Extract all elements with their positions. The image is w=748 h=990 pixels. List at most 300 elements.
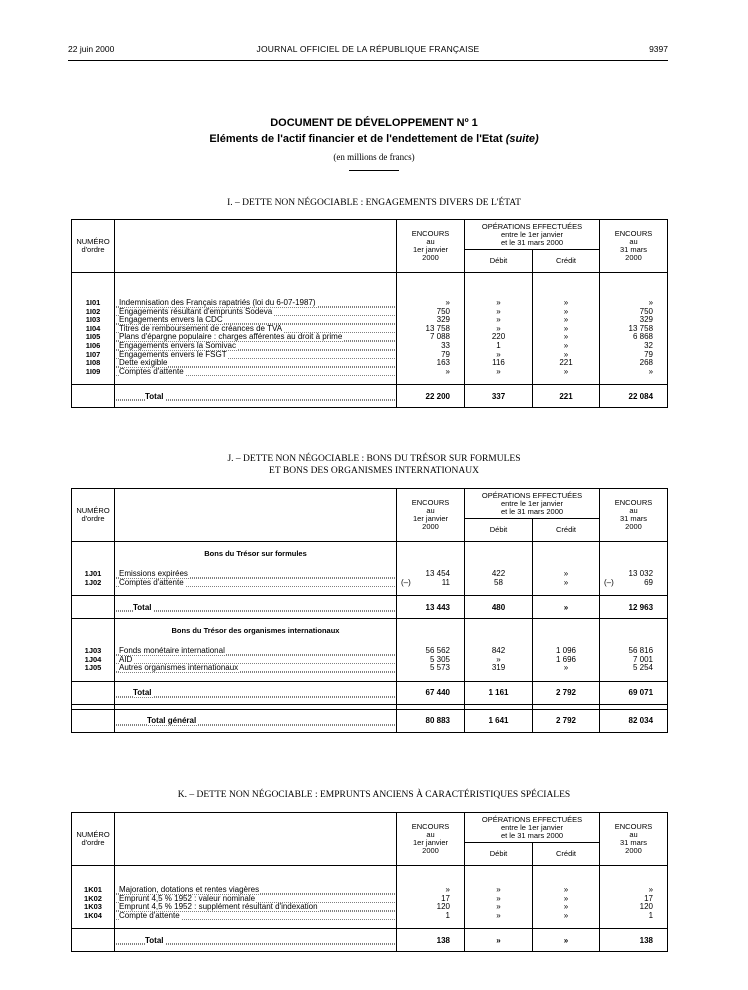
spacer-cell <box>600 376 668 385</box>
row-end-value: 7 001 <box>600 656 668 665</box>
row-end-value: 56 816 <box>600 647 668 656</box>
total-label <box>115 681 397 704</box>
row-credit-value: » <box>533 325 600 334</box>
ordre-label: d'ordre <box>81 245 105 254</box>
row-label <box>115 342 397 351</box>
total-start-value: 138 <box>397 929 465 952</box>
row-code: 1I02 <box>72 308 115 317</box>
spacer-row <box>72 587 668 596</box>
row-label-text: Engagements envers le FSGT <box>119 350 227 359</box>
table-row <box>72 579 668 588</box>
subtitle-suffix: (suite) <box>505 133 539 145</box>
total-row <box>72 929 668 952</box>
total-row <box>72 385 668 408</box>
encours-end-line: 31 mars <box>619 245 648 254</box>
spacer-cell <box>115 920 397 929</box>
row-label-text: Emprunt 4,5 % 1952 : valeur nominale <box>119 894 256 903</box>
total-end-value: 69 071 <box>600 681 668 704</box>
spacer-row <box>72 273 668 300</box>
spacer-row <box>72 542 668 551</box>
row-debit-value: 116 <box>465 359 533 368</box>
row-end-value: 268 <box>600 359 668 368</box>
credit-header: Crédit <box>533 843 600 866</box>
row-start-value: 56 562 <box>397 647 465 656</box>
spacer-cell <box>72 619 115 628</box>
row-code: 1I08 <box>72 359 115 368</box>
encours-start-line: 2000 <box>422 522 439 531</box>
debit-header: Débit <box>465 250 533 273</box>
total-credit-value: » <box>533 596 600 619</box>
table-row <box>72 656 668 665</box>
row-debit-value: 58 <box>465 579 533 588</box>
start-value: 11 <box>441 577 450 587</box>
row-start-value: 7 088 <box>397 333 465 342</box>
spacer-cell <box>397 542 465 551</box>
spacer-cell <box>600 920 668 929</box>
table-section-j <box>71 488 668 733</box>
ordre-label: d'ordre <box>81 514 105 523</box>
spacer-cell <box>533 619 600 628</box>
encours-start-line: 2000 <box>422 846 439 855</box>
empty-cell <box>600 550 668 562</box>
empty-cell <box>465 627 533 639</box>
row-label-text: Engagements résultant d'emprunts Sodeva <box>119 307 273 316</box>
row-label-text: Compte d'attente <box>119 911 180 920</box>
table-row <box>72 333 668 342</box>
numero-label: NUMÉRO <box>76 506 110 515</box>
encours-end-line: ENCOURS <box>614 229 653 238</box>
row-debit-value: » <box>465 886 533 895</box>
spacer-cell <box>397 376 465 385</box>
total-credit-value: 221 <box>533 385 600 408</box>
table-row <box>72 903 668 912</box>
encours-start-line: ENCOURS <box>411 498 450 507</box>
subsection-heading: Bons du Trésor des organismes internationaux <box>115 627 397 639</box>
operations-header <box>465 813 600 843</box>
table-row <box>72 895 668 904</box>
spacer-cell <box>115 562 397 570</box>
operations-line: entre le 1er janvier <box>500 822 564 832</box>
spacer-row <box>72 562 668 570</box>
spacer-row <box>72 866 668 887</box>
subsection-heading: Bons du Trésor sur formules <box>115 550 397 562</box>
total-end-value: 12 963 <box>600 596 668 619</box>
row-credit-value: 221 <box>533 359 600 368</box>
row-code: 1I04 <box>72 325 115 334</box>
total-credit-value: » <box>533 929 600 952</box>
encours-start-header <box>397 220 465 273</box>
row-label <box>115 664 397 673</box>
total-row <box>72 681 668 704</box>
spacer-cell <box>533 920 600 929</box>
header-row <box>72 813 668 843</box>
row-start-value: 13 454 <box>397 570 465 579</box>
row-label <box>115 359 397 368</box>
encours-end-line: au <box>629 237 638 246</box>
row-label <box>115 299 397 308</box>
spacer-cell <box>72 920 115 929</box>
total-end-value: 22 084 <box>600 385 668 408</box>
total-row <box>72 709 668 732</box>
encours-end-header <box>600 220 668 273</box>
row-debit-value: » <box>465 325 533 334</box>
total-start-value: 13 443 <box>397 596 465 619</box>
row-end-value: » <box>600 886 668 895</box>
row-code: 1K04 <box>72 912 115 921</box>
header-date: 22 juin 2000 <box>68 44 115 54</box>
row-label <box>115 570 397 579</box>
negative-sign: (–) <box>604 577 614 587</box>
total-start-value: 67 440 <box>397 681 465 704</box>
row-debit-value: 1 <box>465 342 533 351</box>
row-debit-value: » <box>465 351 533 360</box>
total-label-text: Total <box>145 935 164 945</box>
row-start-value: 120 <box>397 903 465 912</box>
row-credit-value: » <box>533 886 600 895</box>
section-k-title: K. – DETTE NON NÉGOCIABLE : EMPRUNTS ANCIENS À CARACTÉRISTIQUES SPÉCIALES <box>177 790 571 800</box>
row-end-value: 79 <box>600 351 668 360</box>
row-start-value: » <box>397 886 465 895</box>
empty-cell <box>72 550 115 562</box>
header-rule <box>68 60 668 61</box>
spacer-cell <box>533 673 600 682</box>
row-label-text: Engagements envers la Somivac <box>119 341 236 350</box>
title-rule <box>349 170 399 171</box>
encours-start-line: 1er janvier <box>412 514 449 523</box>
spacer-cell <box>600 587 668 596</box>
page-header <box>68 44 668 58</box>
row-start-value: 750 <box>397 308 465 317</box>
row-label-text: Majoration, dotations et rentes viagères <box>119 886 260 894</box>
spacer-cell <box>115 587 397 596</box>
row-start-value: 329 <box>397 316 465 325</box>
spacer-cell <box>533 376 600 385</box>
spacer-cell <box>600 673 668 682</box>
empty-cell <box>72 627 115 639</box>
row-end-value: » <box>600 299 668 308</box>
encours-end-line: ENCOURS <box>614 498 653 507</box>
table-row <box>72 299 668 308</box>
spacer-cell <box>465 376 533 385</box>
total-label-text: Total général <box>147 716 197 726</box>
encours-start-line: 1er janvier <box>412 838 449 847</box>
empty-cell <box>72 709 115 732</box>
label-header <box>115 489 397 542</box>
row-end-value: 13 758 <box>600 325 668 334</box>
empty-cell <box>72 385 115 408</box>
section-i-title: I. – DETTE NON NÉGOCIABLE : ENGAGEMENTS DIVERS DE L'ÉTAT <box>227 198 521 208</box>
spacer-cell <box>397 619 465 628</box>
empty-cell <box>533 627 600 639</box>
operations-line: OPÉRATIONS EFFECTUÉES <box>481 814 583 824</box>
table-row <box>72 886 668 895</box>
spacer-cell <box>397 273 465 300</box>
row-label-text: Indemnisation des Français rapatriés (loi du 6-07-1987) <box>119 299 316 307</box>
empty-cell <box>72 596 115 619</box>
spacer-row <box>72 673 668 682</box>
row-label-text: Autres organismes internationaux <box>119 664 239 673</box>
credit-header: Crédit <box>533 519 600 542</box>
row-end-value: 17 <box>600 895 668 904</box>
unit-note: (en millions de francs) <box>333 152 415 162</box>
row-credit-value: » <box>533 351 600 360</box>
operations-line: et le 31 mars 2000 <box>500 506 564 516</box>
row-start-value: 33 <box>397 342 465 351</box>
operations-line: OPÉRATIONS EFFECTUÉES <box>481 490 583 500</box>
row-start-value: 79 <box>397 351 465 360</box>
total-start-value: 22 200 <box>397 385 465 408</box>
row-end-value: 329 <box>600 316 668 325</box>
empty-cell <box>533 550 600 562</box>
spacer-cell <box>465 587 533 596</box>
empty-cell <box>600 627 668 639</box>
encours-end-line: au <box>629 830 638 839</box>
credit-header: Crédit <box>533 250 600 273</box>
row-debit-value: » <box>465 368 533 377</box>
spacer-cell <box>115 376 397 385</box>
row-credit-value: » <box>533 342 600 351</box>
encours-end-line: 2000 <box>625 846 642 855</box>
encours-start-header <box>397 813 465 866</box>
row-credit-value: » <box>533 316 600 325</box>
table-row <box>72 325 668 334</box>
numero-header <box>72 813 115 866</box>
total-credit-value: 2 792 <box>533 709 600 732</box>
row-code: 1J01 <box>72 570 115 579</box>
encours-start-line: 1er janvier <box>412 245 449 254</box>
row-end-value: 5 254 <box>600 664 668 673</box>
row-credit-value: » <box>533 912 600 921</box>
spacer-cell <box>465 866 533 887</box>
row-label-text: Comptes d'attente <box>119 367 184 376</box>
row-code: 1I06 <box>72 342 115 351</box>
table-row <box>72 647 668 656</box>
spacer-cell <box>72 866 115 887</box>
spacer-cell <box>533 273 600 300</box>
row-debit-value: » <box>465 912 533 921</box>
row-label <box>115 316 397 325</box>
empty-cell <box>72 681 115 704</box>
row-credit-value: » <box>533 570 600 579</box>
row-debit-value: 319 <box>465 664 533 673</box>
total-label-text: Total <box>133 688 152 698</box>
end-value: 69 <box>644 577 654 587</box>
spacer-cell <box>465 542 533 551</box>
spacer-cell <box>115 866 397 887</box>
row-credit-value: 1 096 <box>533 647 600 656</box>
row-code: 1K03 <box>72 903 115 912</box>
table-row <box>72 664 668 673</box>
spacer-cell <box>600 866 668 887</box>
row-credit-value: » <box>533 903 600 912</box>
header-row <box>72 489 668 519</box>
row-end-value: 32 <box>600 342 668 351</box>
empty-cell <box>397 627 465 639</box>
empty-cell <box>397 550 465 562</box>
row-label-text: Plans d'épargne populaire : charges afférentes au droit à prime <box>119 333 343 342</box>
row-start-value: 5 305 <box>397 656 465 665</box>
numero-label: NUMÉRO <box>76 237 110 246</box>
row-start-value: 1 <box>397 912 465 921</box>
spacer-cell <box>397 920 465 929</box>
row-label <box>115 368 397 377</box>
row-credit-value: » <box>533 299 600 308</box>
row-code: 1I05 <box>72 333 115 342</box>
total-start-value: 80 883 <box>397 709 465 732</box>
spacer-cell <box>465 273 533 300</box>
row-end-value: » <box>600 368 668 377</box>
spacer-cell <box>600 542 668 551</box>
encours-start-line: au <box>426 506 435 515</box>
operations-line: entre le 1er janvier <box>500 229 564 239</box>
row-end-value: 120 <box>600 903 668 912</box>
total-end-value: 82 034 <box>600 709 668 732</box>
total-label <box>115 596 397 619</box>
row-credit-value: » <box>533 368 600 377</box>
row-label <box>115 886 397 895</box>
spacer-cell <box>115 273 397 300</box>
row-end-value <box>600 579 668 588</box>
row-code: 1J04 <box>72 656 115 665</box>
row-debit-value: » <box>465 656 533 665</box>
total-debit-value: 1 641 <box>465 709 533 732</box>
row-label-text: Emissions expirées <box>119 570 188 578</box>
spacer-cell <box>465 619 533 628</box>
row-label <box>115 656 397 665</box>
operations-line: et le 31 mars 2000 <box>500 237 564 247</box>
encours-end-header <box>600 813 668 866</box>
spacer-cell <box>115 639 397 647</box>
row-start-value: 13 758 <box>397 325 465 334</box>
row-debit-value: » <box>465 895 533 904</box>
row-debit-value: » <box>465 316 533 325</box>
row-start-value: » <box>397 368 465 377</box>
table-row <box>72 570 668 579</box>
row-code: 1J03 <box>72 647 115 656</box>
header-row <box>72 220 668 250</box>
encours-end-header <box>600 489 668 542</box>
spacer-cell <box>72 376 115 385</box>
encours-end-line: 31 mars <box>619 514 648 523</box>
row-code: 1I09 <box>72 368 115 377</box>
section-j-title-line2: ET BONS DES ORGANISMES INTERNATIONAUX <box>269 466 479 476</box>
section-j-title-line1: J. – DETTE NON NÉGOCIABLE : BONS DU TRÉSOR SUR FORMULES <box>227 454 521 464</box>
row-label-text: Engagements envers la CDC <box>119 316 223 325</box>
row-start-value: 5 573 <box>397 664 465 673</box>
row-debit-value: 422 <box>465 570 533 579</box>
spacer-cell <box>600 273 668 300</box>
numero-header <box>72 220 115 273</box>
spacer-cell <box>397 866 465 887</box>
row-credit-value: » <box>533 895 600 904</box>
row-credit-value: 1 696 <box>533 656 600 665</box>
encours-end-line: au <box>629 506 638 515</box>
encours-end-line: ENCOURS <box>614 822 653 831</box>
row-credit-value: » <box>533 664 600 673</box>
ordre-label: d'ordre <box>81 838 105 847</box>
total-label-text: Total <box>145 391 164 401</box>
table-row <box>72 359 668 368</box>
encours-start-line: ENCOURS <box>411 229 450 238</box>
section-j-title <box>0 453 748 477</box>
total-label <box>115 929 397 952</box>
total-debit-value: 480 <box>465 596 533 619</box>
row-start-value: 163 <box>397 359 465 368</box>
row-label <box>115 895 397 904</box>
row-label <box>115 579 397 588</box>
total-debit-value: » <box>465 929 533 952</box>
operations-line: entre le 1er janvier <box>500 498 564 508</box>
row-label <box>115 333 397 342</box>
operations-line: OPÉRATIONS EFFECTUÉES <box>481 221 583 231</box>
total-credit-value: 2 792 <box>533 681 600 704</box>
total-debit-value: 1 161 <box>465 681 533 704</box>
total-label-text: Total <box>133 602 152 612</box>
header-journal: JOURNAL OFFICIEL DE LA RÉPUBLIQUE FRANÇAISE <box>256 44 480 54</box>
row-label <box>115 647 397 656</box>
spacer-cell <box>600 619 668 628</box>
operations-header <box>465 489 600 519</box>
empty-cell <box>72 929 115 952</box>
spacer-row <box>72 639 668 647</box>
table-row <box>72 351 668 360</box>
debit-header: Débit <box>465 843 533 866</box>
encours-start-header <box>397 489 465 542</box>
spacer-row <box>72 619 668 628</box>
spacer-cell <box>533 866 600 887</box>
row-debit-value: » <box>465 299 533 308</box>
row-code: 1K02 <box>72 895 115 904</box>
row-label-text: AID <box>119 655 133 664</box>
row-start-value: 17 <box>397 895 465 904</box>
numero-header <box>72 489 115 542</box>
spacer-cell <box>533 542 600 551</box>
row-label-text: Fonds monétaire international <box>119 647 225 656</box>
row-start-value: » <box>397 299 465 308</box>
operations-header <box>465 220 600 250</box>
row-debit-value: » <box>465 308 533 317</box>
encours-start-line: au <box>426 237 435 246</box>
row-label <box>115 325 397 334</box>
encours-end-line: 2000 <box>625 522 642 531</box>
row-label-text: Titres de remboursement de créances de TVA <box>119 324 283 333</box>
row-debit-value: 220 <box>465 333 533 342</box>
row-label <box>115 308 397 317</box>
encours-start-line: ENCOURS <box>411 822 450 831</box>
label-header <box>115 813 397 866</box>
row-code: 1I03 <box>72 316 115 325</box>
table-section-i <box>71 219 668 408</box>
encours-start-line: 2000 <box>422 253 439 262</box>
document-subtitle <box>0 133 748 145</box>
table-section-k <box>71 812 668 952</box>
total-label <box>115 709 397 732</box>
spacer-cell <box>72 673 115 682</box>
spacer-cell <box>72 587 115 596</box>
row-code: 1J02 <box>72 579 115 588</box>
numero-label: NUMÉRO <box>76 830 110 839</box>
spacer-cell <box>465 673 533 682</box>
spacer-cell <box>533 587 600 596</box>
total-row <box>72 596 668 619</box>
row-label <box>115 351 397 360</box>
spacer-cell <box>72 542 115 551</box>
document-title: DOCUMENT DE DÉVELOPPEMENT Nº 1 <box>270 117 478 129</box>
spacer-row <box>72 920 668 929</box>
spacer-cell <box>397 673 465 682</box>
label-header <box>115 220 397 273</box>
row-label-text: Dette exigible <box>119 359 168 368</box>
